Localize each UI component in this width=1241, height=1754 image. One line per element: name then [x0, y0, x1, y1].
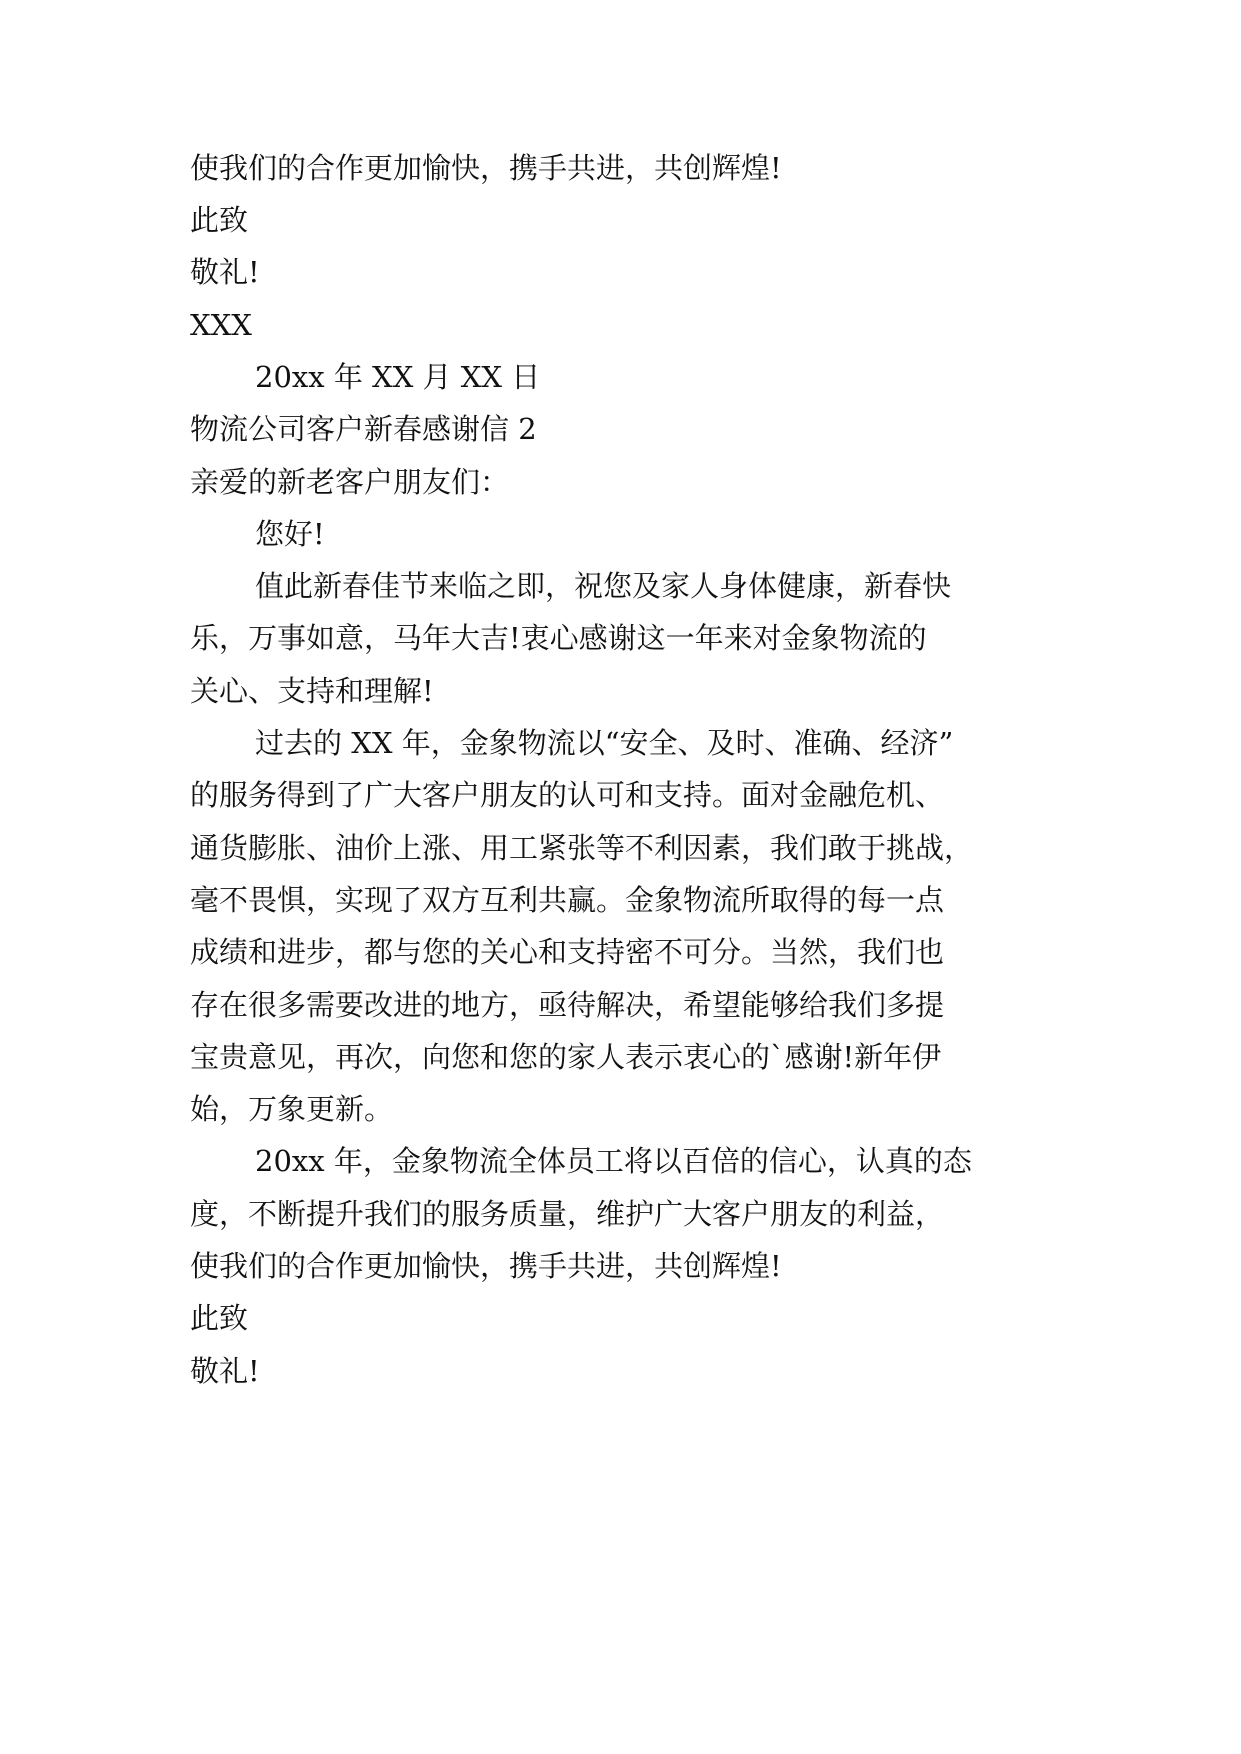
letter-greeting: 亲爱的新老客户朋友们： — [190, 465, 510, 499]
paragraph-2-line-5: 成绩和进步，都与您的关心和支持密不可分。当然，我们也 — [190, 935, 945, 969]
paragraph-2-line-7: 宝贵意见，再次，向您和您的家人表示衷心的`感谢!新年伊 — [190, 1040, 942, 1074]
paragraph-3-line-3: 使我们的合作更加愉快，携手共进，共创辉煌! — [190, 1249, 782, 1283]
salutation-cizhi-2: 此致 — [190, 1301, 249, 1335]
paragraph-3-line-1: 20xx 年，金象物流全体员工将以百倍的信心，认真的态 — [255, 1144, 972, 1178]
paragraph-2-line-8: 始，万象更新。 — [190, 1092, 394, 1126]
salutation-cizhi: 此致 — [190, 203, 249, 237]
salutation-jingli-2: 敬礼! — [190, 1354, 260, 1388]
paragraph-2-line-6: 存在很多需要改进的地方，亟待解决，希望能够给我们多提 — [190, 988, 945, 1022]
paragraph-1-line-1: 值此新春佳节来临之即，祝您及家人身体健康，新春快 — [255, 569, 952, 603]
signature-name: XXX — [190, 308, 252, 342]
letter-title: 物流公司客户新春感谢信 2 — [190, 412, 537, 446]
letter-hello: 您好! — [255, 517, 325, 551]
paragraph-3-line-2: 度，不断提升我们的服务质量，维护广大客户朋友的利益， — [190, 1197, 945, 1231]
salutation-jingli: 敬礼! — [190, 255, 260, 289]
paragraph-1-line-2: 乐，万事如意，马年大吉!衷心感谢这一年来对金象物流的 — [190, 621, 927, 655]
paragraph-1-line-3: 关心、支持和理解! — [190, 674, 434, 708]
signature-date: 20xx 年 XX 月 XX 日 — [255, 360, 541, 394]
paragraph-2-line-4: 毫不畏惧，实现了双方互利共赢。金象物流所取得的每一点 — [190, 883, 945, 917]
paragraph-2-line-2: 的服务得到了广大客户朋友的认可和支持。面对金融危机、 — [190, 778, 945, 812]
paragraph-2-line-3: 通货膨胀、油价上涨、用工紧张等不利因素，我们敢于挑战， — [190, 831, 974, 865]
closing-paragraph-line: 使我们的合作更加愉快，携手共进，共创辉煌! — [190, 151, 782, 185]
paragraph-2-line-1: 过去的 XX 年，金象物流以“安全、及时、准确、经济” — [255, 726, 954, 760]
